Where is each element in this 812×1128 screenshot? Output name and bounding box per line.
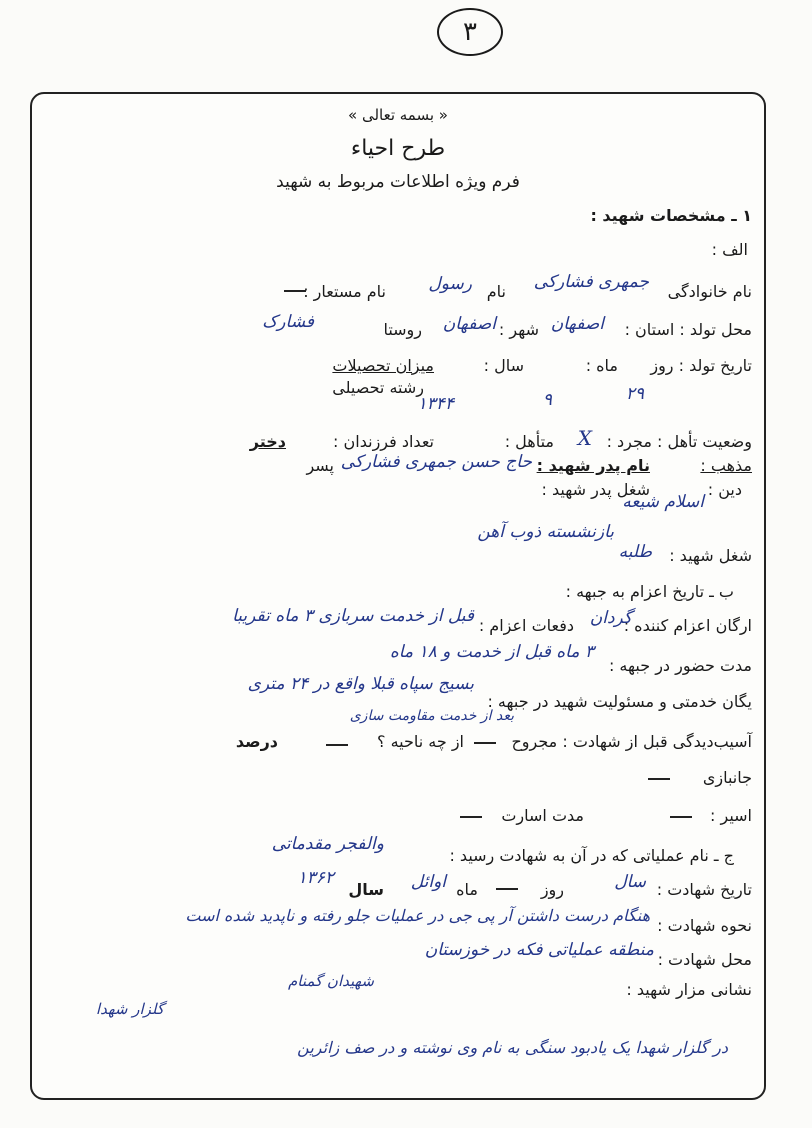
dispatch-org-value: گردان [589, 608, 632, 628]
death-day-dash [496, 888, 518, 890]
injury-dash [474, 742, 496, 744]
daughter-label: دختر [249, 432, 286, 451]
city-value: اصفهان [442, 314, 496, 334]
first-name-value: رسول [428, 274, 472, 294]
captive-label: اسیر : [710, 806, 752, 825]
dispatch-count-label: دفعات اعزام : [478, 616, 574, 635]
birth-year-label: سال : [483, 356, 524, 375]
bismillah: « بسمه تعالی » [348, 106, 448, 124]
religion-label: مذهب : [700, 456, 752, 475]
death-day-label: روز [540, 880, 564, 899]
family-name-label: نام خانوادگی [667, 282, 752, 301]
birth-year-value: ۱۳۴۴ [417, 394, 454, 414]
duration-value: ۳ ماه قبل از خدمت و ۱۸ ماه [389, 642, 594, 662]
dispatch-org-label: ارگان اعزام کننده : [623, 616, 752, 635]
faith-value: اسلام شیعه [622, 492, 704, 512]
death-year-label: سال [348, 880, 384, 899]
son-label: پسر [306, 456, 334, 475]
project-title: طرح احیاء [350, 136, 446, 161]
captive-dash [670, 816, 692, 818]
grave-note: شهیدان گمنام [287, 972, 374, 990]
family-name-value: جمهری فشارکی [533, 272, 649, 292]
children-label: تعداد فرزندان : [333, 432, 434, 451]
section1-title: ۱ ـ مشخصات شهید : [590, 206, 752, 225]
alias-dash [284, 290, 306, 292]
form-title: فرم ویژه اطلاعات مربوط به شهید [276, 172, 520, 192]
manner-label: نحوه شهادت : [657, 916, 752, 935]
grave-value: در گلزار شهدا یک یادبود سنگی به نام وی نوشته و در صف زائرین [297, 1038, 728, 1057]
birth-day-value: ۲۹ [625, 384, 644, 404]
death-year-value: ۱۳۶۲ [297, 868, 334, 888]
grave-note-2: گلزار شهدا [95, 1000, 164, 1018]
death-month-value: اوائل [410, 872, 446, 892]
father-name-value: حاج حسن جمهری فشارکی [340, 452, 532, 472]
death-date-value: سال [614, 872, 646, 892]
city-label: شهر : [498, 320, 539, 339]
unit-note: بعد از خدمت مقاومت سازی [349, 708, 514, 724]
page-number: ۳ [437, 8, 503, 56]
birthplace-label: محل تولد : استان : [624, 320, 752, 339]
single-mark: X [577, 426, 592, 450]
dispatch-count-value: قبل از خدمت سربازی ۳ ماه تقریبا [232, 606, 474, 626]
captivity-label: مدت اسارت [501, 806, 584, 825]
unit-value: بسیج سپاه قبلا واقع در ۲۴ متری [247, 674, 474, 694]
birthdate-label: تاریخ تولد : روز [650, 356, 752, 375]
veteran-dash [648, 778, 670, 780]
section-c-title: ج ـ نام عملیاتی که در آن به شهادت رسید : [449, 846, 734, 865]
operation-value: والفجر مقدماتی [271, 834, 384, 854]
grave-label: نشانی مزار شهید : [626, 980, 752, 999]
village-value: فشارک [262, 312, 314, 332]
percent-label: درصد [235, 732, 278, 751]
father-job-label: شغل پدر شهید : [541, 480, 650, 499]
father-name-label: نام پدر شهید : [536, 456, 650, 475]
captivity-dash [460, 816, 482, 818]
alias-label: نام مستعار : [303, 282, 386, 301]
married-label: متأهل : [504, 432, 554, 451]
form-frame [30, 92, 766, 1100]
death-date-label: تاریخ شهادت : [656, 880, 752, 899]
faith-label: دین : [707, 480, 742, 499]
marital-label: وضعیت تأهل : مجرد : [606, 432, 752, 451]
job-label: شغل شهید : [669, 546, 752, 565]
education-label: میزان تحصیلات [332, 356, 434, 375]
duration-label: مدت حضور در جبهه : [608, 656, 752, 675]
place-label: محل شهادت : [657, 950, 752, 969]
job-value: طلبه [618, 542, 652, 562]
first-name-label: نام [486, 282, 506, 301]
death-month-label: ماه [456, 880, 478, 899]
sub-a: الف : [711, 240, 748, 259]
province-value: اصفهان [550, 314, 604, 334]
injury-area-label: از چه ناحیه ؟ [376, 732, 464, 751]
place-value: منطقه عملیاتی فکه در خوزستان [424, 940, 654, 960]
birth-month-value: ۹ [542, 390, 552, 410]
field-label: رشته تحصیلی [332, 378, 424, 397]
unit-label: یگان خدمتی و مسئولیت شهید در جبهه : [487, 692, 752, 711]
injury-label: آسیب‌دیدگی قبل از شهادت : مجروح [511, 732, 752, 751]
manner-value: هنگام درست داشتن آر پی جی در عملیات جلو رفته و ناپدید شده است [185, 906, 650, 925]
veteran-label: جانبازی [702, 768, 752, 787]
birth-month-label: ماه : [585, 356, 618, 375]
village-label: روستا [383, 320, 422, 339]
section-b-title: ب ـ تاریخ اعزام به جبهه : [565, 582, 734, 601]
injury-area-dash [326, 744, 348, 746]
father-job-value: بازنشسته ذوب آهن [477, 522, 614, 542]
